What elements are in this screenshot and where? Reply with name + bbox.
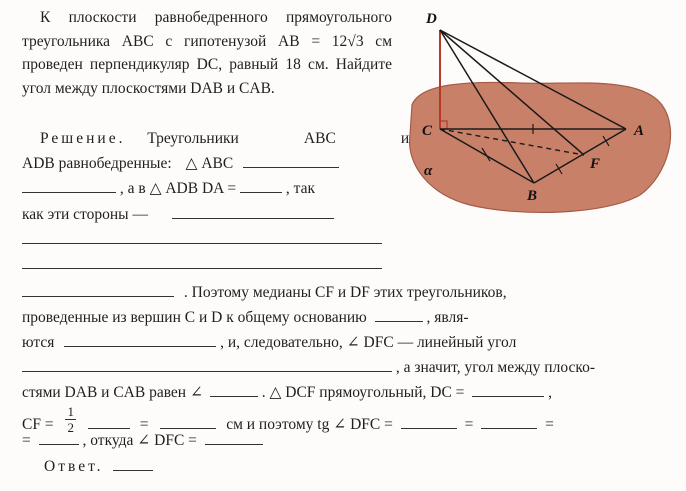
answer-blank[interactable] <box>22 254 382 269</box>
solution-line-8 <box>22 307 469 329</box>
solution-line-13 <box>22 430 263 452</box>
answer-blank[interactable] <box>64 332 216 347</box>
solution-text-7: . Поэтому медианы CF и DF этих треугольников, <box>183 284 507 301</box>
answer-blank[interactable] <box>210 382 258 397</box>
solution-text-2b: △ ABC <box>185 155 234 172</box>
solution-text-12d: = <box>464 416 474 434</box>
solution-text-3a: , а в △ ADB DA = <box>119 180 237 197</box>
solution-text-10: , а значит, угол между плоско- <box>395 359 595 376</box>
answer-blank[interactable] <box>481 414 537 429</box>
label-alpha: α <box>424 163 433 179</box>
solution-text-1: Треугольники ABC и <box>147 130 410 147</box>
label-c: C <box>422 123 433 139</box>
answer-blank[interactable] <box>113 456 153 471</box>
solution-text-12c: см и поэтому tg ∠ DFC = <box>226 416 393 434</box>
solution-text-2a: ADB равнобедренные: <box>22 155 172 172</box>
solution-text-9a: ются <box>22 334 55 351</box>
label-a: A <box>634 123 645 139</box>
solution-text-11c: , <box>548 384 553 401</box>
solution-line-7 <box>22 282 507 304</box>
fraction-one-half: $\frac{1}{2}$ <box>67 404 74 435</box>
problem-statement: К плоскости равнобедренного прямоугольного треугольника ABC с гипотенузой AB = 12√3 см проведен перпендикуляр DC, равный 18 см. Найдите угол между плоскостями DAB и CAB. <box>22 9 392 97</box>
answer-blank[interactable] <box>401 414 457 429</box>
solution-line-5 <box>22 229 382 251</box>
solution-text-9b: , и, следовательно, ∠ DFC — линейный угол <box>220 334 517 351</box>
answer-blank[interactable] <box>205 430 263 445</box>
solution-text-13a: = <box>22 432 31 449</box>
answer-blank[interactable] <box>22 178 116 193</box>
label-d: D <box>426 11 437 27</box>
solution-text-8b: , явля- <box>426 309 469 326</box>
solution-line-10 <box>22 357 595 379</box>
solution-line-2 <box>22 153 339 175</box>
solution-line-answer <box>44 456 153 478</box>
solution-text-3b: , так <box>285 180 315 197</box>
answer-blank[interactable] <box>39 430 79 445</box>
pyramid-figure <box>400 5 686 220</box>
solution-text-4: как эти стороны — <box>22 206 148 223</box>
solution-text-11a: стями DAB и CAB равен ∠ <box>22 384 203 401</box>
solution-line-11 <box>22 382 552 404</box>
solution-text-12e: = <box>545 416 554 434</box>
label-f: F <box>590 156 601 172</box>
answer-blank[interactable] <box>243 153 339 168</box>
solution-text-12b: = <box>139 416 149 434</box>
answer-blank[interactable] <box>240 178 282 193</box>
answer-blank[interactable] <box>22 229 382 244</box>
label-b: B <box>527 188 538 204</box>
solution-line-1 <box>40 128 409 150</box>
answer-blank[interactable] <box>172 204 334 219</box>
answer-blank[interactable] <box>22 282 174 297</box>
solution-line-6 <box>22 254 382 276</box>
solution-line-4 <box>22 204 334 226</box>
answer-blank[interactable] <box>88 414 130 429</box>
answer-blank[interactable] <box>22 357 392 372</box>
solution-line-3 <box>22 178 315 200</box>
solution-text-12a: CF = <box>22 416 54 434</box>
answer-label: Ответ. <box>44 458 104 475</box>
answer-blank[interactable] <box>375 307 423 322</box>
answer-blank[interactable] <box>472 382 544 397</box>
answer-blank[interactable] <box>160 414 216 429</box>
solution-line-9 <box>22 332 516 354</box>
solution-text-11b: . △ DCF прямоугольный, DC = <box>261 384 465 401</box>
solution-text-8a: проведенные из вершин C и D к общему основанию <box>22 309 367 326</box>
solution-text-13b: , откуда ∠ DFC = <box>82 432 197 449</box>
solution-heading: Решение. <box>40 130 126 147</box>
